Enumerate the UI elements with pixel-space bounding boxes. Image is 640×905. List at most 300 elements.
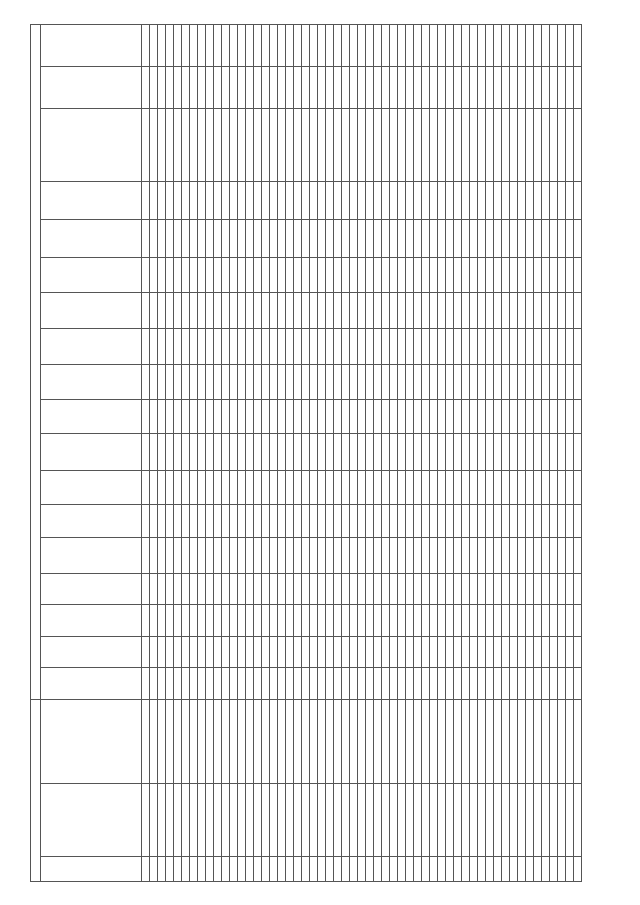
table-cell <box>222 364 230 400</box>
table-cell <box>366 574 374 605</box>
table-cell <box>238 433 246 471</box>
table-cell <box>254 67 262 109</box>
table-cell <box>358 574 366 605</box>
table-cell <box>358 433 366 471</box>
table-cell <box>350 67 358 109</box>
table-cell <box>574 25 582 67</box>
table-cell <box>190 364 198 400</box>
table-cell <box>406 471 414 505</box>
table-cell <box>518 504 526 538</box>
table-cell <box>502 182 510 220</box>
table-cell <box>278 471 286 505</box>
table-cell <box>150 293 158 329</box>
table-cell <box>502 699 510 783</box>
table-cell <box>422 699 430 783</box>
table-cell <box>166 856 174 881</box>
table-cell <box>342 67 350 109</box>
table-cell <box>390 574 398 605</box>
table-cell <box>326 668 334 699</box>
table-cell <box>542 668 550 699</box>
table-cell <box>334 856 342 881</box>
table-cell <box>342 668 350 699</box>
table-cell <box>246 504 254 538</box>
table-cell <box>238 504 246 538</box>
table-row <box>390 25 398 882</box>
table-cell <box>414 471 422 505</box>
table-cell <box>534 471 542 505</box>
table-cell <box>310 400 318 434</box>
table-cell <box>358 636 366 667</box>
table-cell <box>158 783 166 856</box>
table-cell <box>510 182 518 220</box>
table-cell <box>518 220 526 258</box>
table-cell <box>326 328 334 364</box>
table-row <box>470 25 478 882</box>
table-cell <box>262 504 270 538</box>
table-cell <box>254 364 262 400</box>
table-cell <box>526 574 534 605</box>
table-cell <box>230 605 238 636</box>
table-cell <box>374 504 382 538</box>
table-cell <box>270 257 278 293</box>
table-cell <box>486 293 494 329</box>
table-cell <box>510 574 518 605</box>
table-cell <box>318 400 326 434</box>
table-cell <box>222 699 230 783</box>
table-cell <box>558 471 566 505</box>
table-cell <box>390 328 398 364</box>
table-cell <box>366 67 374 109</box>
table-cell <box>390 433 398 471</box>
table-cell <box>398 699 406 783</box>
table-cell <box>526 699 534 783</box>
table-cell <box>222 182 230 220</box>
table-cell <box>262 364 270 400</box>
table-cell <box>422 783 430 856</box>
table-cell <box>350 109 358 182</box>
table-cell <box>238 636 246 667</box>
table-cell <box>486 220 494 258</box>
table-cell <box>182 400 190 434</box>
table-cell <box>262 783 270 856</box>
table-cell <box>382 636 390 667</box>
table-cell <box>406 605 414 636</box>
table-cell <box>246 328 254 364</box>
table-cell <box>550 699 558 783</box>
table-cell <box>486 783 494 856</box>
table-cell <box>534 257 542 293</box>
table-cell <box>302 605 310 636</box>
table-cell <box>318 109 326 182</box>
table-cell <box>174 220 182 258</box>
table-cell <box>278 574 286 605</box>
table-cell <box>342 400 350 434</box>
table-cell <box>502 328 510 364</box>
table-cell <box>470 25 478 67</box>
table-cell <box>342 328 350 364</box>
table-cell <box>390 504 398 538</box>
table-cell <box>150 538 158 574</box>
column-header-0 <box>41 856 142 881</box>
table-cell <box>350 574 358 605</box>
table-cell <box>286 605 294 636</box>
table-cell <box>254 109 262 182</box>
table-cell <box>286 538 294 574</box>
table-cell <box>390 257 398 293</box>
column-header-10 <box>41 433 142 471</box>
table-cell <box>222 471 230 505</box>
table-cell <box>334 783 342 856</box>
table-cell <box>174 471 182 505</box>
table-cell <box>254 400 262 434</box>
table-cell <box>230 400 238 434</box>
table-cell <box>182 668 190 699</box>
table-cell <box>574 605 582 636</box>
table-cell <box>430 856 438 881</box>
table-cell <box>254 783 262 856</box>
table-cell <box>414 433 422 471</box>
table-cell <box>470 109 478 182</box>
table-cell <box>142 257 150 293</box>
table-cell <box>238 471 246 505</box>
table-cell <box>390 67 398 109</box>
table-cell <box>206 328 214 364</box>
table-cell <box>390 471 398 505</box>
table-cell <box>310 257 318 293</box>
table-cell <box>198 699 206 783</box>
table-cell <box>382 182 390 220</box>
table-cell <box>470 400 478 434</box>
table-cell <box>238 605 246 636</box>
table-cell <box>166 67 174 109</box>
table-cell <box>342 364 350 400</box>
table-cell <box>246 257 254 293</box>
table-cell <box>294 699 302 783</box>
table-cell <box>310 67 318 109</box>
table-cell <box>350 220 358 258</box>
table-cell <box>558 25 566 67</box>
table-cell <box>326 220 334 258</box>
table-cell <box>542 182 550 220</box>
table-cell <box>462 25 470 67</box>
table-cell <box>238 364 246 400</box>
table-cell <box>198 574 206 605</box>
table-cell <box>326 257 334 293</box>
table-cell <box>254 433 262 471</box>
table-cell <box>422 574 430 605</box>
table-cell <box>174 67 182 109</box>
table-cell <box>518 636 526 667</box>
table-cell <box>526 220 534 258</box>
table-cell <box>318 25 326 67</box>
table-cell <box>454 67 462 109</box>
table-cell <box>518 605 526 636</box>
table-cell <box>406 257 414 293</box>
table-cell <box>422 182 430 220</box>
table-cell <box>558 257 566 293</box>
table-cell <box>494 25 502 67</box>
table-cell <box>422 605 430 636</box>
table-cell <box>558 699 566 783</box>
table-cell <box>302 574 310 605</box>
table-cell <box>318 67 326 109</box>
table-cell <box>486 25 494 67</box>
table-cell <box>534 699 542 783</box>
table-cell <box>206 668 214 699</box>
table-cell <box>326 538 334 574</box>
table-cell <box>326 636 334 667</box>
table-cell <box>198 471 206 505</box>
table-row <box>262 25 270 882</box>
table-cell <box>214 67 222 109</box>
table-cell <box>574 400 582 434</box>
table-cell <box>190 182 198 220</box>
table-cell <box>222 856 230 881</box>
table-cell <box>302 636 310 667</box>
table-cell <box>478 471 486 505</box>
table-cell <box>526 538 534 574</box>
table-cell <box>446 67 454 109</box>
table-cell <box>190 856 198 881</box>
table-cell <box>358 668 366 699</box>
table-cell <box>158 25 166 67</box>
table-cell <box>550 605 558 636</box>
table-cell <box>238 220 246 258</box>
table-cell <box>566 400 574 434</box>
table-cell <box>550 182 558 220</box>
table-cell <box>254 699 262 783</box>
table-cell <box>302 783 310 856</box>
table-cell <box>518 538 526 574</box>
table-cell <box>430 699 438 783</box>
table-row <box>574 25 582 882</box>
table-cell <box>478 783 486 856</box>
table-cell <box>342 182 350 220</box>
table-cell <box>358 293 366 329</box>
table-cell <box>358 257 366 293</box>
table-cell <box>182 783 190 856</box>
table-cell <box>326 400 334 434</box>
table-cell <box>246 605 254 636</box>
table-cell <box>574 668 582 699</box>
table-cell <box>470 182 478 220</box>
table-cell <box>206 433 214 471</box>
table-cell <box>262 182 270 220</box>
table-cell <box>318 699 326 783</box>
table-cell <box>150 400 158 434</box>
table-cell <box>366 699 374 783</box>
table-cell <box>518 328 526 364</box>
table-body <box>142 25 582 882</box>
table-cell <box>294 433 302 471</box>
table-cell <box>534 293 542 329</box>
table-cell <box>286 182 294 220</box>
table-cell <box>142 636 150 667</box>
column-header-3 <box>41 668 142 699</box>
table-cell <box>510 220 518 258</box>
table-cell <box>470 856 478 881</box>
table-cell <box>278 605 286 636</box>
table-cell <box>542 471 550 505</box>
table-cell <box>454 257 462 293</box>
table-cell <box>558 364 566 400</box>
table-cell <box>438 257 446 293</box>
table-cell <box>334 504 342 538</box>
table-cell <box>462 364 470 400</box>
table-cell <box>206 293 214 329</box>
table-cell <box>262 471 270 505</box>
table-cell <box>566 636 574 667</box>
table-cell <box>318 471 326 505</box>
table-cell <box>566 328 574 364</box>
table-cell <box>182 433 190 471</box>
table-cell <box>382 25 390 67</box>
table-cell <box>278 182 286 220</box>
table-cell <box>430 67 438 109</box>
table-cell <box>174 364 182 400</box>
table-cell <box>462 605 470 636</box>
table-cell <box>182 182 190 220</box>
table-row <box>174 25 182 882</box>
table-cell <box>542 699 550 783</box>
table-cell <box>534 538 542 574</box>
table-cell <box>150 668 158 699</box>
table-row <box>302 25 310 882</box>
column-header-11 <box>41 400 142 434</box>
table-cell <box>302 220 310 258</box>
table-cell <box>334 574 342 605</box>
column-header-6 <box>41 574 142 605</box>
table-cell <box>278 67 286 109</box>
table-cell <box>486 856 494 881</box>
table-cell <box>310 574 318 605</box>
table-cell <box>486 400 494 434</box>
table-cell <box>190 67 198 109</box>
table-cell <box>222 668 230 699</box>
table-cell <box>398 328 406 364</box>
table-cell <box>526 471 534 505</box>
table-cell <box>190 433 198 471</box>
table-cell <box>566 605 574 636</box>
table-cell <box>502 25 510 67</box>
table-cell <box>470 67 478 109</box>
table-cell <box>222 328 230 364</box>
table-cell <box>558 293 566 329</box>
table-cell <box>326 605 334 636</box>
table-cell <box>174 25 182 67</box>
table-row <box>374 25 382 882</box>
table-cell <box>310 364 318 400</box>
table-cell <box>478 293 486 329</box>
table-cell <box>222 538 230 574</box>
table-cell <box>470 257 478 293</box>
table-cell <box>278 109 286 182</box>
table-cell <box>446 220 454 258</box>
table-cell <box>374 220 382 258</box>
table-cell <box>310 25 318 67</box>
table-cell <box>198 182 206 220</box>
table-cell <box>366 636 374 667</box>
table-cell <box>158 67 166 109</box>
table-cell <box>438 668 446 699</box>
table-cell <box>182 504 190 538</box>
table-cell <box>518 400 526 434</box>
table-cell <box>302 668 310 699</box>
table-cell <box>190 783 198 856</box>
table-cell <box>278 293 286 329</box>
table-cell <box>574 574 582 605</box>
table-cell <box>158 364 166 400</box>
table-cell <box>270 25 278 67</box>
table-cell <box>406 67 414 109</box>
table-cell <box>502 538 510 574</box>
table-cell <box>558 400 566 434</box>
table-cell <box>558 783 566 856</box>
table-cell <box>294 182 302 220</box>
table-cell <box>142 67 150 109</box>
table-cell <box>342 538 350 574</box>
table-cell <box>286 504 294 538</box>
table-cell <box>142 504 150 538</box>
table-cell <box>270 433 278 471</box>
table-cell <box>494 471 502 505</box>
table-cell <box>430 471 438 505</box>
table-cell <box>462 504 470 538</box>
table-cell <box>446 574 454 605</box>
table-cell <box>302 699 310 783</box>
table-cell <box>254 25 262 67</box>
table-cell <box>158 856 166 881</box>
table-cell <box>358 699 366 783</box>
table-cell <box>438 605 446 636</box>
table-cell <box>454 605 462 636</box>
table-cell <box>366 220 374 258</box>
table-cell <box>502 257 510 293</box>
table-cell <box>222 220 230 258</box>
table-cell <box>206 636 214 667</box>
table-cell <box>462 182 470 220</box>
table-cell <box>174 856 182 881</box>
table-cell <box>446 856 454 881</box>
table-cell <box>174 574 182 605</box>
table-cell <box>398 605 406 636</box>
table-cell <box>438 220 446 258</box>
table-cell <box>430 783 438 856</box>
table-cell <box>550 293 558 329</box>
table-cell <box>206 699 214 783</box>
table-cell <box>198 538 206 574</box>
table-cell <box>182 636 190 667</box>
table-cell <box>478 636 486 667</box>
table-cell <box>166 293 174 329</box>
table-row <box>446 25 454 882</box>
table-cell <box>326 364 334 400</box>
table-cell <box>230 783 238 856</box>
table-cell <box>190 699 198 783</box>
table-cell <box>438 182 446 220</box>
table-cell <box>494 636 502 667</box>
table-cell <box>334 433 342 471</box>
table-cell <box>222 433 230 471</box>
table-cell <box>518 783 526 856</box>
table-cell <box>414 538 422 574</box>
table-cell <box>382 400 390 434</box>
table-cell <box>294 109 302 182</box>
table-cell <box>438 783 446 856</box>
table-cell <box>222 783 230 856</box>
table-cell <box>366 109 374 182</box>
table-cell <box>222 257 230 293</box>
